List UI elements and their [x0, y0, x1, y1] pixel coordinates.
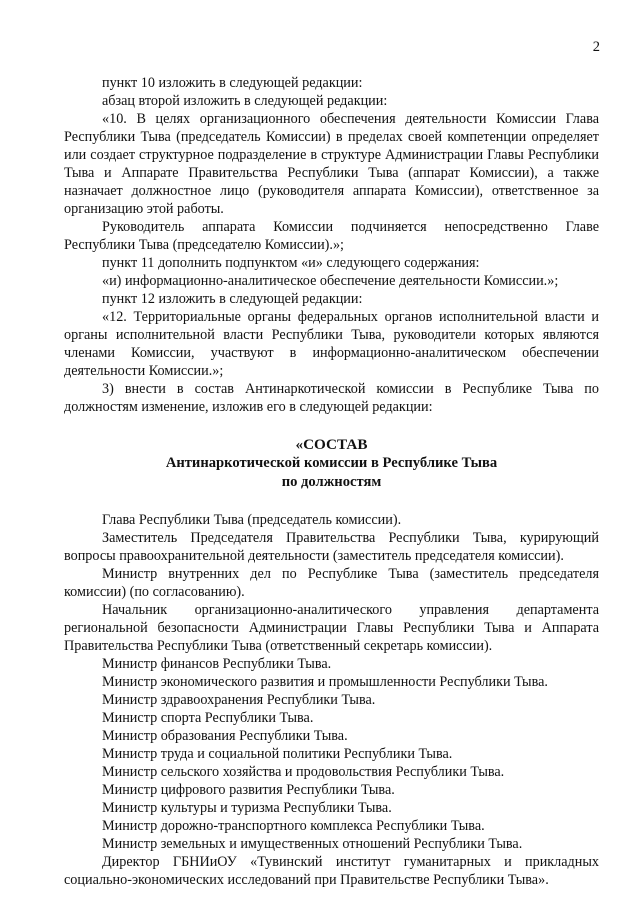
composition-member: Министр цифрового развития Республики Тыва.	[102, 782, 395, 798]
composition-title-line: по должностям	[281, 474, 382, 490]
composition-member: Министр образования Республики Тыва.	[102, 728, 348, 744]
amendment-paragraph: пункт 10 изложить в следующей редакции:	[102, 75, 363, 91]
document-body	[64, 74, 599, 889]
composition-member: Начальник организационно-аналитического управления департамента региональной безопасности Администрации Главы Республики Тыва и Аппарата Правительства Республики Тыва (ответственный секретарь комиссии).	[64, 602, 599, 654]
composition-member: Заместитель Председателя Правительства Республики Тыва, курирующий вопросы правоохранительной деятельности (заместитель председателя комиссии).	[64, 530, 599, 564]
composition-member: Министр здравоохранения Республики Тыва.	[102, 692, 376, 708]
composition-member: Министр финансов Республики Тыва.	[102, 656, 332, 672]
composition-member: Министр внутренних дел по Республике Тыва (заместитель председателя комиссии) (по согласованию).	[64, 566, 599, 600]
composition-member: Министр земельных и имущественных отношений Республики Тыва.	[102, 836, 523, 852]
amendments-section	[64, 74, 599, 416]
amendment-paragraph: Руководитель аппарата Комиссии подчиняется непосредственно Главе Республики Тыва (председателю Комиссии).»;	[64, 219, 599, 253]
composition-member: Директор ГБНИиОУ «Тувинский институт гуманитарных и прикладных социально-экономических исследований при Правительстве Республики Тыва».	[64, 854, 599, 888]
amendment-paragraph: пункт 12 изложить в следующей редакции:	[102, 291, 363, 307]
composition-member: Министр труда и социальной политики Республики Тыва.	[102, 746, 453, 762]
composition-title	[64, 435, 599, 492]
composition-title-line: Антинаркотической комиссии в Республике Тыва	[165, 455, 498, 471]
amendment-paragraph: «10. В целях организационного обеспечения деятельности Комиссии Глава Республики Тыва (председатель Комиссии) в пределах своей компетенции определяет или создает структурное подразделение в структуре Администрации Главы Республики Тыва и Аппарате Правительства Республики Тыва (аппарат Комиссии), а также назначает должностное лицо (руководителя аппарата Комиссии), ответственное за организацию этой работы.	[64, 111, 599, 217]
composition-member: Министр дорожно-транспортного комплекса Республики Тыва.	[102, 818, 485, 834]
composition-member: Министр сельского хозяйства и продовольствия Республики Тыва.	[102, 764, 505, 780]
amendment-paragraph: «12. Территориальные органы федеральных органов исполнительной власти и органы исполнительной власти Республики Тыва, руководители которых являются членами Комиссии, участвуют в информационно-аналитическом обеспечении деятельности Комиссии.»;	[64, 309, 599, 379]
composition-title-line: «СОСТАВ	[295, 436, 368, 453]
amendment-paragraph: пункт 11 дополнить подпунктом «и» следующего содержания:	[102, 255, 480, 271]
amendment-paragraph: «и) информационно-аналитическое обеспечение деятельности Комиссии.»;	[102, 273, 559, 289]
composition-member: Глава Республики Тыва (председатель комиссии).	[102, 512, 402, 528]
composition-member: Министр экономического развития и промышленности Республики Тыва.	[102, 674, 548, 690]
page-number: 2	[592, 39, 600, 55]
composition-member: Министр спорта Республики Тыва.	[102, 710, 314, 726]
amendment-paragraph: абзац второй изложить в следующей редакции:	[102, 93, 388, 109]
amendment-paragraph: 3) внести в состав Антинаркотической комиссии в Республике Тыва по должностям изменение, изложив его в следующей редакции:	[64, 381, 599, 415]
composition-member: Министр культуры и туризма Республики Тыва.	[102, 800, 392, 816]
composition-list	[64, 511, 599, 889]
